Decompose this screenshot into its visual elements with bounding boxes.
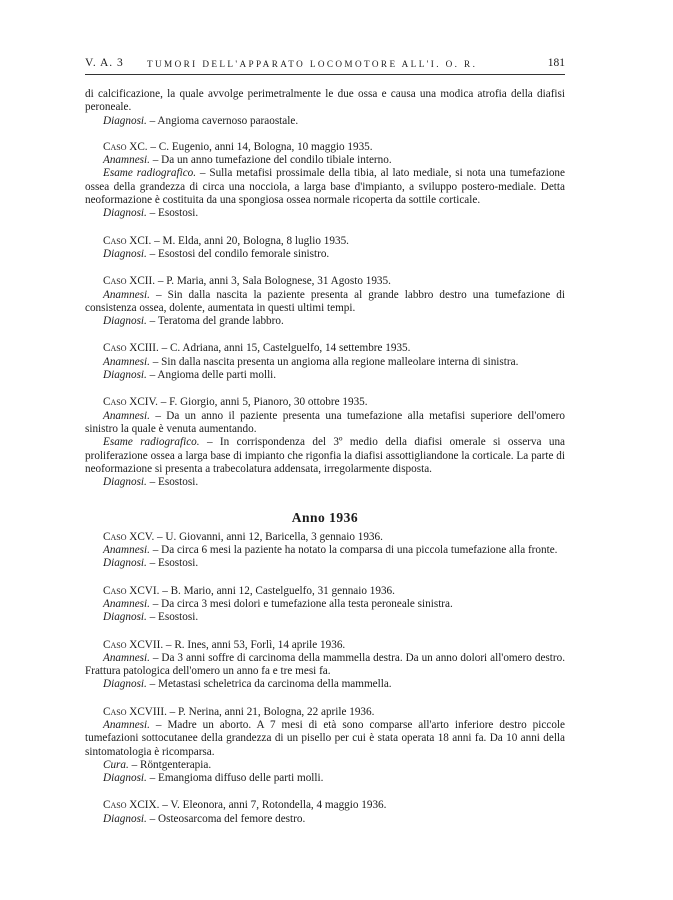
caso-label: Caso (103, 275, 127, 288)
case-97-anamnesi (85, 652, 565, 679)
caso-label: Caso (103, 799, 127, 812)
diagnosi-text: – Esostosi. (146, 476, 199, 489)
case-95-header (85, 531, 565, 544)
diagnosi-text: – Angioma cavernoso paraostale. (146, 114, 299, 127)
case-94-header (85, 396, 565, 409)
case-header-text: XCVI. – B. Mario, anni 12, Castelguelfo, 31 gennaio 1936. (126, 584, 395, 597)
diagnosi-text: – Esostosi del condilo femorale sinistro. (146, 247, 330, 260)
case-header-text: XCVII. – R. Ines, anni 53, Forlì, 14 aprile 1936. (126, 638, 346, 651)
esame-label: Esame radiografico. (103, 167, 197, 180)
diagnosi-label: Diagnosi. (103, 772, 147, 785)
diagnosi-text: – Esostosi. (146, 611, 199, 624)
diagnosi-label: Diagnosi. (103, 247, 147, 260)
caso-label: Caso (103, 140, 127, 153)
case-98-cura (85, 759, 565, 772)
case-99-diagnosi (85, 813, 565, 826)
diagnosi-text: – Metastasi scheletrica da carcinoma della mammella. (146, 678, 392, 691)
caso-label: Caso (103, 234, 127, 247)
header-divider (85, 74, 565, 75)
caso-label: Caso (103, 342, 127, 355)
caso-label: Caso (103, 638, 127, 651)
case-94-esame (85, 436, 565, 476)
year-heading: Anno 1936 (291, 510, 359, 526)
case-90-diagnosi (85, 207, 565, 220)
case-90-anamnesi (85, 154, 565, 167)
case-97-header (85, 639, 565, 652)
case-96-header (85, 585, 565, 598)
anamnesi-label: Anamnesi. (103, 154, 150, 167)
caso-label: Caso (103, 396, 127, 409)
case-97-diagnosi (85, 678, 565, 691)
anamnesi-text: – Da un anno tumefazione del condilo tibiale interno. (149, 154, 392, 167)
case-98-anamnesi (85, 719, 565, 759)
esame-text: – Sulla metafisi prossimale della tibia, al lato mediale, si nota una tumefazione ossea della grandezza di circa una nocciola, a larga base d'impianto, a sviluppo postero-mediale. Detta neoformazione è costituita da una spongiosa ossea normale ricoperta da sottile corticale. (85, 167, 565, 207)
page-number: 181 (547, 57, 565, 69)
diagnosi-label: Diagnosi. (103, 315, 147, 328)
anamnesi-label: Anamnesi. (103, 651, 150, 664)
cura-text: – Röntgenterapia. (128, 758, 212, 771)
diagnosi-label: Diagnosi. (103, 114, 147, 127)
case-96-anamnesi (85, 598, 565, 611)
case-96-diagnosi (85, 611, 565, 624)
esame-label: Esame radiografico. (103, 436, 200, 449)
anamnesi-text: – Da circa 6 mesi la paziente ha notato la comparsa di una piccola tumefazione alla fronte. (149, 544, 558, 557)
caso-label: Caso (103, 584, 127, 597)
diagnosi-text: – Angioma delle parti molli. (146, 369, 277, 382)
diagnosi-label: Diagnosi. (103, 476, 147, 489)
diagnosi-text: – Esostosi. (146, 207, 199, 220)
caso-label: Caso (103, 530, 127, 543)
anamnesi-text: – Sin dalla nascita presenta un angioma alla regione malleolare interna di sinistra. (149, 355, 519, 368)
case-90-header (85, 141, 565, 154)
diagnosi-text: – Emangioma diffuso delle parti molli. (146, 772, 324, 785)
anamnesi-text: – Sin dalla nascita la paziente presenta al grande labbro destro una tumefazione di consistenza ossea, dolente, aumentata in questi ultimi tempi. (85, 288, 565, 314)
case-header-text: XCI. – M. Elda, anni 20, Bologna, 8 luglio 1935. (126, 234, 349, 247)
case-95-anamnesi (85, 544, 565, 557)
case-91-diagnosi (85, 248, 565, 261)
case-92-anamnesi (85, 289, 565, 316)
anamnesi-text: – Da circa 3 mesi dolori e tumefazione alla testa peroneale sinistra. (149, 597, 453, 610)
case-94-diagnosi (85, 476, 565, 489)
case-92-header (85, 275, 565, 288)
anamnesi-text: – Da 3 anni soffre di carcinoma della mammella destra. Da un anno dolori all'omero destro. Frattura patologica dell'omero un anno fa e tre mesi fa. (85, 651, 565, 678)
case-header-text: XCIX. – V. Eleonora, anni 7, Rotondella, 4 maggio 1936. (126, 799, 387, 812)
esame-text: – In corrispondenza del 3º medio della diafisi omerale si osserva una proliferazione ossea a larga base di impianto che rigonfia la diafisi assottigliandone la corticale. La parte di neoformazione si presenta a trabecolatura addensata, irregolarmente disposta. (85, 436, 566, 475)
caso-label: Caso (103, 705, 127, 718)
running-title: TUMORI DELL'APPARATO LOCOMOTORE ALL'I. O. R. (147, 59, 478, 69)
diagnosi-label: Diagnosi. (103, 678, 147, 691)
diagnosi-label: Diagnosi. (103, 611, 147, 624)
diagnosi-text: – Esostosi. (146, 557, 199, 570)
diagnosi-text: – Osteosarcoma del femore destro. (146, 812, 306, 825)
diagnosi-label: Diagnosi. (103, 812, 147, 825)
anamnesi-label: Anamnesi. (103, 597, 150, 610)
case-93-anamnesi (85, 356, 565, 369)
diagnosi-label: Diagnosi. (103, 207, 147, 220)
case-header-text: XCIV. – F. Giorgio, anni 5, Pianoro, 30 ottobre 1935. (126, 396, 368, 409)
case-94-anamnesi (85, 410, 565, 437)
case-91-header (85, 235, 565, 248)
anamnesi-label: Anamnesi. (103, 544, 150, 557)
section-number: V. A. 3 (85, 57, 124, 69)
case-90-esame (85, 167, 565, 207)
case-92-diagnosi (85, 315, 565, 328)
anamnesi-text: – Madre un aborto. A 7 mesi di età sono comparse all'arto inferiore destro piccole tumefazioni sottocutanee della grandezza di un pisello per cui è stata operata 18 anni fa. Da 10 anni della sintomatologia è ricomparsa. (85, 718, 565, 758)
anamnesi-label: Anamnesi. (103, 409, 150, 422)
anamnesi-label: Anamnesi. (103, 355, 150, 368)
case-93-diagnosi (85, 369, 565, 382)
case-98-header (85, 706, 565, 719)
case-99-header (85, 799, 565, 812)
case-95-diagnosi (85, 557, 565, 570)
case-header-text: XCV. – U. Giovanni, anni 12, Baricella, 3 gennaio 1936. (126, 530, 383, 543)
diagnosi-text: – Teratoma del grande labbro. (146, 315, 284, 328)
intro-paragraph: di calcificazione, la quale avvolge perimetralmente le due ossa e causa una modica atrofia della diafisi peroneale. (85, 88, 565, 114)
case-header-text: XCIII. – C. Adriana, anni 15, Castelguelfo, 14 settembre 1935. (126, 342, 411, 355)
page-body (85, 88, 565, 826)
running-header (85, 57, 565, 73)
anamnesi-label: Anamnesi. (103, 718, 150, 731)
case-header-text: XCVIII. – P. Nerina, anni 21, Bologna, 22 aprile 1936. (126, 705, 375, 718)
cura-label: Cura. (103, 758, 129, 771)
intro-diagnosi (85, 115, 565, 128)
case-93-header (85, 342, 565, 355)
diagnosi-label: Diagnosi. (103, 369, 147, 382)
diagnosi-label: Diagnosi. (103, 557, 147, 570)
anamnesi-label: Anamnesi. (103, 288, 150, 301)
case-98-diagnosi (85, 772, 565, 785)
case-header-text: XC. – C. Eugenio, anni 14, Bologna, 10 maggio 1935. (126, 140, 373, 153)
case-header-text: XCII. – P. Maria, anni 3, Sala Bolognese, 31 Agosto 1935. (126, 275, 391, 288)
anamnesi-text: – Da un anno il paziente presenta una tumefazione alla metafisi superiore dell'omero sinistro la quale è venuta aumentando. (85, 409, 565, 435)
